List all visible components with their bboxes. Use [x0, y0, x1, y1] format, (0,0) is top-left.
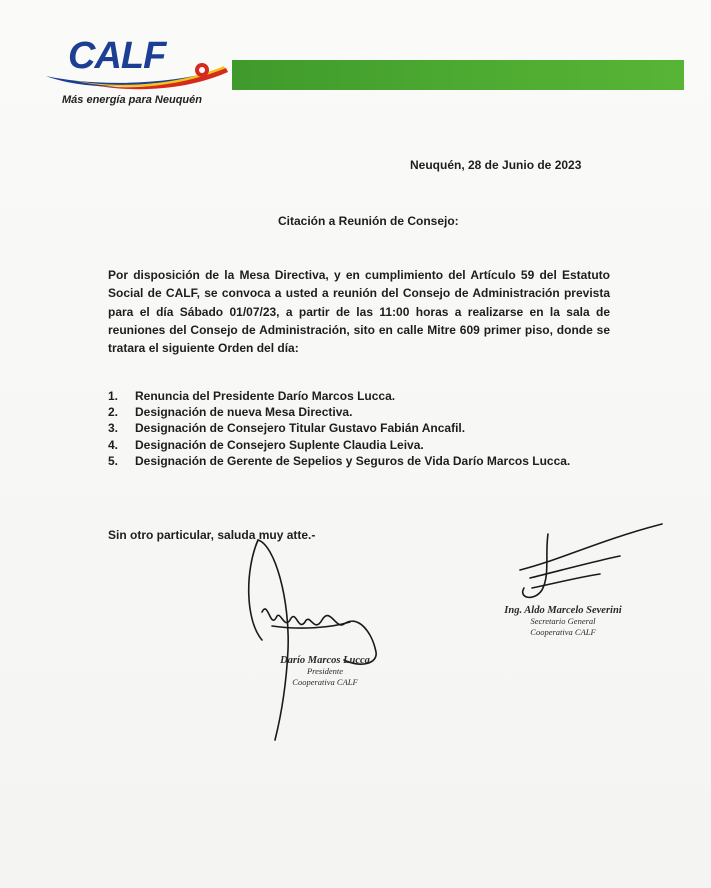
signer-org: Cooperativa CALF	[530, 627, 596, 637]
agenda-item-number: 2.	[108, 405, 119, 420]
logo-tagline: Más energía para Neuquén	[62, 94, 202, 106]
agenda-item	[108, 388, 570, 404]
agenda-item-text: Designación de Consejero Suplente Claudia Leiva.	[135, 437, 424, 452]
signer-role: Secretario General	[530, 616, 596, 626]
agenda-list	[108, 388, 570, 469]
agenda-item	[108, 453, 570, 469]
signature-lucca	[249, 540, 376, 740]
agenda-item-text: Renuncia del Presidente Darío Marcos Lucca.	[135, 389, 396, 403]
letter-subject: Citación a Reunión de Consejo:	[278, 214, 459, 228]
signature-severini	[520, 524, 662, 597]
agenda-item-text: Designación de Consejero Titular Gustavo Fabián Ancafil.	[135, 421, 466, 436]
letter-date: Neuquén, 28 de Junio de 2023	[410, 158, 582, 172]
agenda-item	[108, 437, 570, 453]
agenda-item-number: 1.	[108, 389, 119, 403]
calf-logo	[42, 30, 232, 92]
agenda-item	[108, 420, 570, 436]
header-green-bar	[232, 60, 684, 90]
agenda-item-number: 5.	[108, 453, 119, 468]
agenda-item-text: Designación de Gerente de Sepelios y Seguros de Vida Darío Marcos Lucca.	[135, 453, 571, 468]
agenda-item-text: Designación de nueva Mesa Directiva.	[135, 405, 353, 420]
agenda-item-number: 4.	[108, 437, 119, 452]
signer-role: Presidente	[306, 666, 344, 676]
agenda-item-number: 3.	[108, 421, 119, 436]
letter-closing: Sin otro particular, saluda muy atte.-	[108, 528, 316, 542]
agenda-item	[108, 404, 570, 420]
signer-org: Cooperativa CALF	[292, 677, 358, 687]
signer-name: Ing. Aldo Marcelo Severini	[504, 605, 622, 616]
letter-body: Por disposición de la Mesa Directiva, y en cumplimiento del Artículo 59 del Estatuto Social de CALF, se convoca a usted a reunión del Consejo de Administración prevista para el día Sábado 01/07/23, a partir de las 11:00 horas a realizarse en la sala de reuniones del Consejo de Administración, sito en calle Mitre 609 primer piso, donde se tratara el siguiente Orden del día:	[108, 268, 610, 356]
logo-wordmark: CALF	[68, 35, 166, 77]
signature-block-secretary	[478, 605, 648, 638]
signature-block-president	[250, 655, 400, 688]
signer-name: Darío Marcos Lucca	[280, 655, 370, 666]
